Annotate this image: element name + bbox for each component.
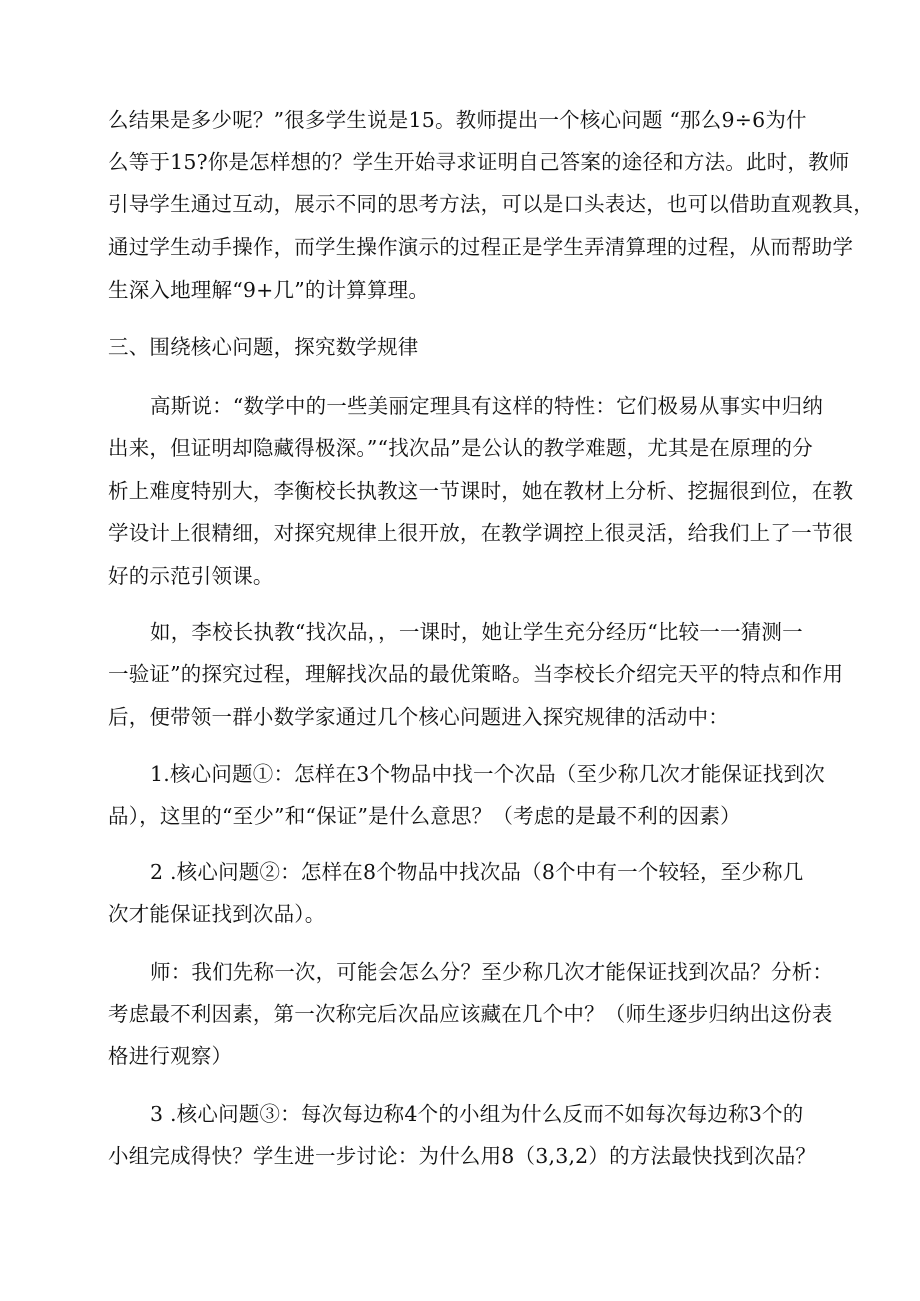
- paragraph-line: 格进行观察）: [108, 1044, 233, 1068]
- paragraph-line: 通过学生动手操作，而学生操作演示的过程正是学生弄清算理的过程，从而帮助学: [108, 235, 854, 259]
- paragraph-line: 析上难度特别大，李衡校长执教这一节课时，她在教材上分析、挖掘很到位，在教: [108, 479, 854, 503]
- paragraph-line: 引导学生通过互动，展示不同的思考方法，可以是口头表达，也可以借助直观教具，: [108, 192, 874, 216]
- paragraph-line: 一验证”的探究过程，理解找次品的最优策略。当李校长介绍完天平的特点和作用: [108, 662, 844, 686]
- list-item-line: 1.核心问题①：怎样在3个物品中找一个次品（至少称几次才能保证找到次: [150, 762, 825, 786]
- paragraph-line: 学设计上很精细，对探究规律上很开放，在教学调控上很灵活，给我们上了一节很: [108, 521, 854, 545]
- paragraph-line: 师：我们先称一次，可能会怎么分？至少称几次才能保证找到次品？分析：: [150, 960, 834, 984]
- list-item-line: 2 .核心问题②：怎样在8个物品中找次品（8个中有一个较轻，至少称几: [150, 860, 804, 884]
- paragraph-line: 后，便带领一群小数学家通过几个核心问题进入探究规律的活动中：: [108, 705, 729, 729]
- list-item-line: 次才能保证找到次品）。: [108, 902, 326, 926]
- paragraph-line: 么结果是多少呢？”很多学生说是15。教师提出一个核心问题 “那么9÷6为什: [108, 108, 807, 132]
- paragraph-line: 如，李校长执教“找次品，，一课时，她让学生充分经历“比较一一猜测一: [150, 620, 803, 644]
- paragraph-line: 么等于15?你是怎样想的？学生开始寻求证明自己答案的途径和方法。此时，教师: [108, 150, 850, 174]
- paragraph-line: 好的示范引领课。: [108, 564, 274, 588]
- paragraph-line: 考虑最不利因素，第一次称完后次品应该藏在几个中？（师生逐步归纳出这份表: [108, 1002, 833, 1026]
- list-item-line: 品），这里的“至少”和“保证”是什么意思？（考虑的是最不利的因素）: [108, 804, 741, 828]
- paragraph-line: 出来，但证明却隐藏得极深。”“找次品”是公认的教学难题，尤其是在原理的分: [108, 436, 813, 460]
- list-item-line: 3 .核心问题③：每次每边称4个的小组为什么反而不如每次每边称3个的: [150, 1102, 804, 1126]
- list-item-line: 小组完成得快？学生进一步讨论：为什么用8（3,3,2）的方法最快找到次品？: [108, 1144, 817, 1168]
- section-heading: 三、围绕核心问题，探究数学规律: [108, 335, 419, 359]
- paragraph-line: 高斯说：“数学中的一些美丽定理具有这样的特性：它们极易从事实中归纳: [150, 394, 824, 418]
- paragraph-line: 生深入地理解“9+几”的计算算理。: [108, 278, 430, 302]
